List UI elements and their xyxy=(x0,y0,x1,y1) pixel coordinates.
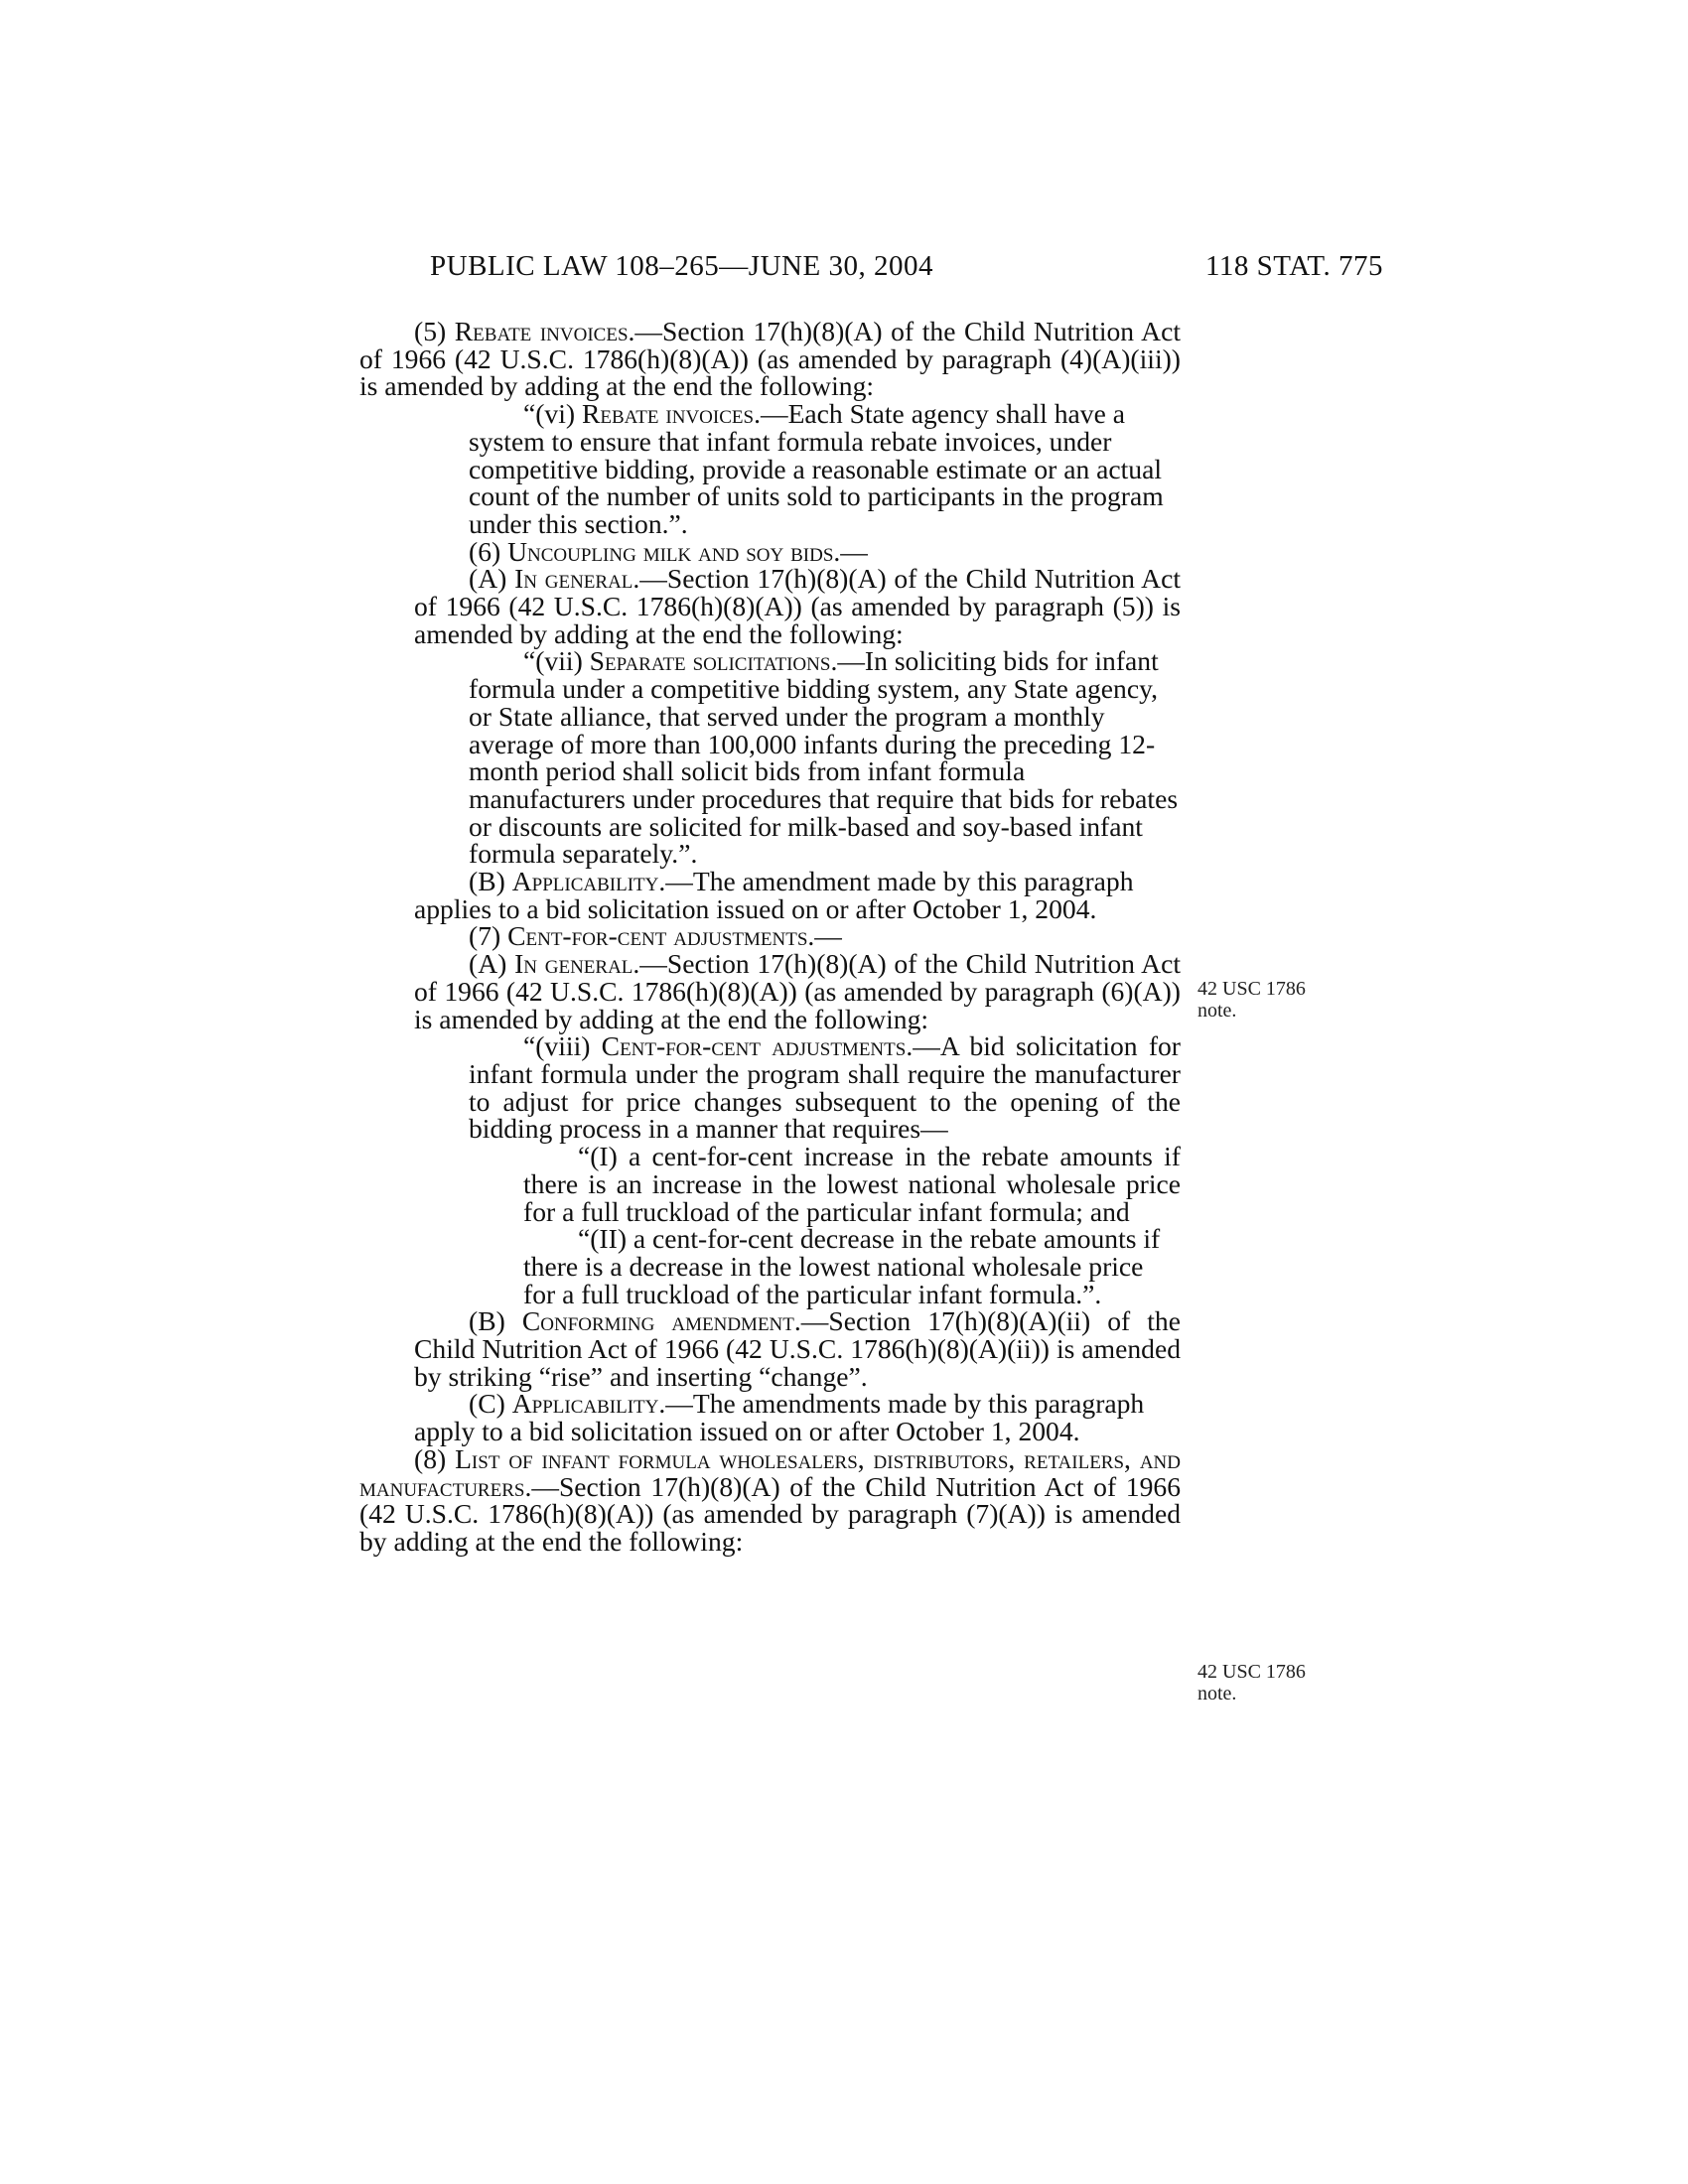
paragraph-7-heading: Cent-for-cent adjustments xyxy=(507,920,808,952)
subparagraph-7c: (C) Applicability.—The amendments made by this paragraph apply to a bid solicitation issued on or after October 1, 2004. xyxy=(414,1388,1145,1447)
clause-viii: “(viii) Cent-for-cent adjustments.—A bid solicitation for infant formula under the program shall require the manufacturer to adjust for price changes subsequent to the opening of the bidding process in a manner that requires— xyxy=(469,1030,1181,1145)
page-header-stat: 118 STAT. 775 xyxy=(1205,250,1383,282)
paragraph-7: (7) Cent-for-cent adjustments.— xyxy=(469,920,842,952)
subclause-ii: “(II) a cent-for-cent decrease in the rebate amounts if there is a decrease in the lowest national wholesale price for a full truckload of the particular infant formula.”. xyxy=(523,1223,1161,1309)
document-body xyxy=(359,318,1181,1556)
subparagraph-6a: (A) In general.—Section 17(h)(8)(A) of the Child Nutrition Act of 1966 (42 U.S.C. 1786(h)(8)(A)) (as amended by paragraph (5)) is amended by adding at the end the following: xyxy=(414,563,1181,649)
subparagraph-6b-heading: Applicability xyxy=(511,866,659,897)
clause-vi: “(vi) Rebate invoices.—Each State agency shall have a system to ensure that infant formula rebate invoices, under competitive bidding, provide a reasonable estimate or an actual count of the number of units sold to participants in the program under this section.”. xyxy=(469,398,1164,539)
paragraph-6: (6) Uncoupling milk and soy bids.— xyxy=(469,535,868,567)
clause-vi-heading: Rebate invoices xyxy=(582,398,755,430)
paragraph-8: (8) List of infant formula wholesalers, distributors, retailers, and manufacturers.—Section 17(h)(8)(A) of the Child Nutrition Act of 1966 (42 U.S.C. 1786(h)(8)(A)) (as amended by paragraph (7)(A)) is amended by adding at the end the following: xyxy=(359,1442,1181,1557)
clause-viii-heading: Cent-for-cent adjustments xyxy=(601,1030,907,1062)
paragraph-6-heading: Uncoupling milk and soy bids xyxy=(507,535,834,567)
paragraph-8-heading: List of infant formula wholesalers, distributors, retailers, and manufacturers xyxy=(359,1442,1181,1502)
margin-note-2: 42 USC 1786 note. xyxy=(1197,1661,1306,1705)
subparagraph-7a: (A) In general.—Section 17(h)(8)(A) of the Child Nutrition Act of 1966 (42 U.S.C. 1786(h)(8)(A)) (as amended by paragraph (6)(A)) is amended by adding at the end the following: xyxy=(414,948,1181,1034)
subparagraph-7b: (B) Conforming amendment.—Section 17(h)(8)(A)(ii) of the Child Nutrition Act of 1966 (42 U.S.C. 1786(h)(8)(A)(ii)) is amended by striking “rise” and inserting “change”. xyxy=(414,1305,1181,1392)
clause-vii-heading: Separate solicitations xyxy=(589,645,831,677)
subparagraph-7a-heading: In general xyxy=(514,948,633,980)
subparagraph-7b-heading: Conforming amendment xyxy=(521,1305,794,1337)
subparagraph-6a-heading: In general xyxy=(514,563,633,595)
margin-note-1: 42 USC 1786 note. xyxy=(1197,978,1306,1022)
page-header-title: PUBLIC LAW 108–265—JUNE 30, 2004 xyxy=(430,250,933,282)
paragraph-5: (5) Rebate invoices.—Section 17(h)(8)(A) of the Child Nutrition Act of 1966 (42 U.S.C. 1786(h)(8)(A)) (as amended by paragraph (4)(A)(iii)) is amended by adding at the end the following: xyxy=(359,316,1181,402)
subclause-i: “(I) a cent-for-cent increase in the rebate amounts if there is an increase in the lowest national wholesale price for a full truckload of the particular infant formula; and xyxy=(523,1141,1181,1227)
subparagraph-7c-heading: Applicability xyxy=(511,1388,659,1420)
clause-vii: “(vii) Separate solicitations.—In soliciting bids for infant formula under a competitive bidding system, any State agency, or State alliance, that served under the program a monthly average of more than 100,000 infants during the preceding 12-month period shall solicit bids from infant formula manufacturers under procedures that require that bids for rebates or discounts are solicited for milk-based and soy-based infant formula separately.”. xyxy=(469,645,1179,870)
paragraph-5-heading: Rebate invoices xyxy=(454,316,629,346)
subparagraph-6b: (B) Applicability.—The amendment made by this paragraph applies to a bid solicitation issued on or after October 1, 2004. xyxy=(414,866,1134,924)
